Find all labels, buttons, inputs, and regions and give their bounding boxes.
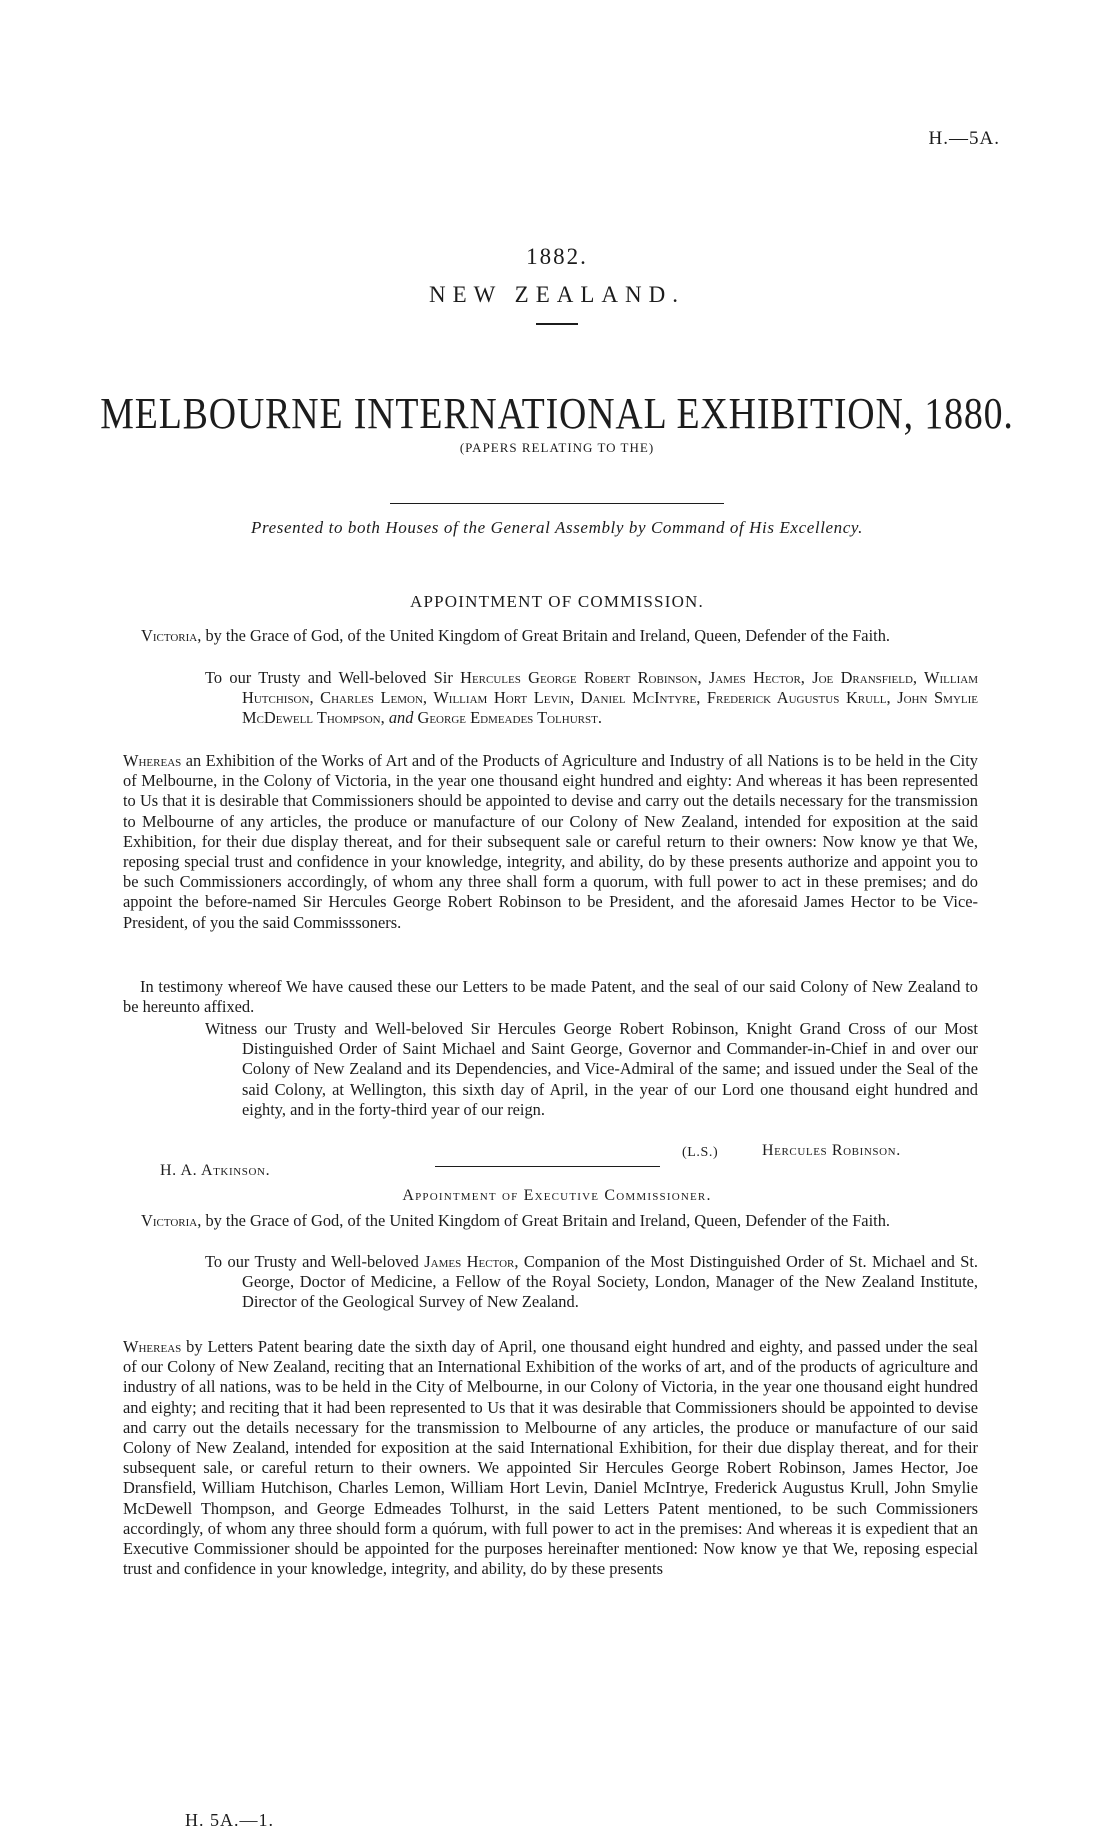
whereas-text: an Exhibition of the Works of Art and of the Products of Agriculture and Industry of all Nations is to be held in the City of Melbourne, in the Colony of Victoria, in the year one thousand eight hundred and eighty: And whereas it has been represented to Us that it is desirable that Commissioners should be appointed to devise and carry out the details necessary for the transmission to Melbourne of any articles, the produce or manufacture of our Colony of New Zealand, intended for exposition at the said Exhibition, for their due display thereat, and for their subsequent sale or careful return to their owners: Now know ye that We, reposing special trust and confidence in your knowledge, integrity, and ability, do by these presents authorize and appoint you to be such Commissioners accordingly, of whom any three shall form a quorum, with full power to act in these premises; and do appoint the before-named Sir Hercules George Robert Robinson to be President, and the aforesaid James Hector to be Vice-President, of you the said Commisssoners. <box>123 751 978 932</box>
document-subtitle: (PAPERS RELATING TO THE) <box>459 440 655 455</box>
page-footer: H. 5A.—1. <box>185 1810 274 1830</box>
section-divider <box>435 1166 660 1167</box>
section-heading-executive: Appointment of Executive Commissioner. <box>402 1187 712 1204</box>
address-paragraph-2 <box>141 1211 978 1231</box>
address-lead: Victoria <box>141 626 198 645</box>
whereas-text-2: by Letters Patent bearing date the sixth day of April, one thousand eight hundred and eighty, and passed under the seal of our Colony of New Zealand, reciting that an International Exhibition of the works of art, and of the products of agriculture and industry of all nations, was to be held in the City of Melbourne, in our Colony of Victoria, in the year one thousand eight hundred and eighty; and reciting that it had been represented to Us that it was desirable that Commissioners should be appointed to devise and carry out the details necessary for the transmission to Melbourne of any articles, the produce or manufacture of our said Colony of New Zealand, intended for exposition at the said International Exhibition, for their due display thereat, and for their subsequent sale, or careful return to their owners. We appointed Sir Hercules George Robert Robinson, James Hector, Joe Dransfield, William Hutchison, Charles Lemon, William Hort Levin, Daniel McIntrye, Frederick Augustus Krull, John Smylie McDewell Thompson, and George Edmeades Tolhurst, in the said Letters Patent mentioned, to be such Commissioners accordingly, of whom any three should form a quórum, with full power to act in the premises: And whereas it is expedient that an Executive Commissioner should be appointed for the purposes hereinafter mentioned: Now know ye that We, reposing especial trust and confidence in your knowledge, integrity, and ability, do by these presents <box>123 1337 978 1579</box>
whereas-lead-2: Whereas <box>123 1337 182 1356</box>
addressees-last: George Edmeades Tolhurst. <box>417 708 602 728</box>
addressees-names: Hercules George Robert Robinson, James Hector, Joe Dransfield, William Hutchison, Charles Lemon, William Hort Levin, Daniel McIntyre, Frederick Augustus Krull, John Smylie McDewell Thompson, <box>242 668 978 728</box>
addressee-rest-2: , Companion of the Most Distinguished Order of St. Michael and St. George, Doctor of Medicine, a Fellow of the Royal Society, London, Manager of the New Zealand Institute, Director of the Geological Survey of New Zealand. <box>242 1252 978 1312</box>
addressee-name-2: James Hector <box>424 1252 515 1271</box>
whereas-lead: Whereas <box>123 751 182 770</box>
testimony-paragraph: In testimony whereof We have caused these our Letters to be made Patent, and the seal of our said Colony of New Zealand to be hereunto affixed. <box>123 977 978 1017</box>
addressee-intro-2: To our Trusty and Well-beloved <box>205 1252 425 1271</box>
witness-paragraph: Witness our Trusty and Well-beloved Sir Hercules George Robert Robinson, Knight Grand Cross of our Most Distinguished Order of Saint Michael and Saint George, Governor and Commander-in-Chief in and over our Colony of New Zealand and its Dependencies, and Vice-Admiral of the same; and issued under the Seal of the said Colony, at Wellington, this sixth day of April, in the year of our Lord one thousand eight hundred and eighty, and in the forty-third year of our reign. <box>205 1019 978 1119</box>
year: 1882. <box>526 244 588 269</box>
address-paragraph <box>141 626 978 646</box>
address-lead-2: Victoria <box>141 1211 198 1230</box>
address-text-2: , by the Grace of God, of the United Kingdom of Great Britain and Ireland, Queen, Defender of the Faith. <box>197 1211 890 1230</box>
addressee-paragraph-2 <box>205 1252 978 1313</box>
whereas-paragraph-2 <box>123 1337 978 1579</box>
document-reference: H.—5A. <box>928 128 1000 149</box>
governor-signature: Hercules Robinson. <box>762 1142 901 1159</box>
section-heading-commission: APPOINTMENT OF COMMISSION. <box>410 592 704 611</box>
country: NEW ZEALAND. <box>428 282 686 307</box>
document-title: MELBOURNE INTERNATIONAL EXHIBITION, 1880. <box>100 389 1014 438</box>
whereas-paragraph-1 <box>123 751 978 933</box>
title-divider <box>390 503 724 504</box>
addressees-paragraph <box>205 668 978 729</box>
addressees-and: and <box>384 708 418 728</box>
seal-mark: (L.S.) <box>682 1145 719 1160</box>
short-divider <box>536 323 578 325</box>
addressees-intro: To our Trusty and Well-beloved Sir <box>205 668 461 687</box>
address-text: , by the Grace of God, of the United Kingdom of Great Britain and Ireland, Queen, Defender of the Faith. <box>197 626 890 645</box>
countersignature: H. A. Atkinson. <box>160 1162 271 1179</box>
presented-line: Presented to both Houses of the General Assembly by Command of His Excellency. <box>251 518 863 537</box>
